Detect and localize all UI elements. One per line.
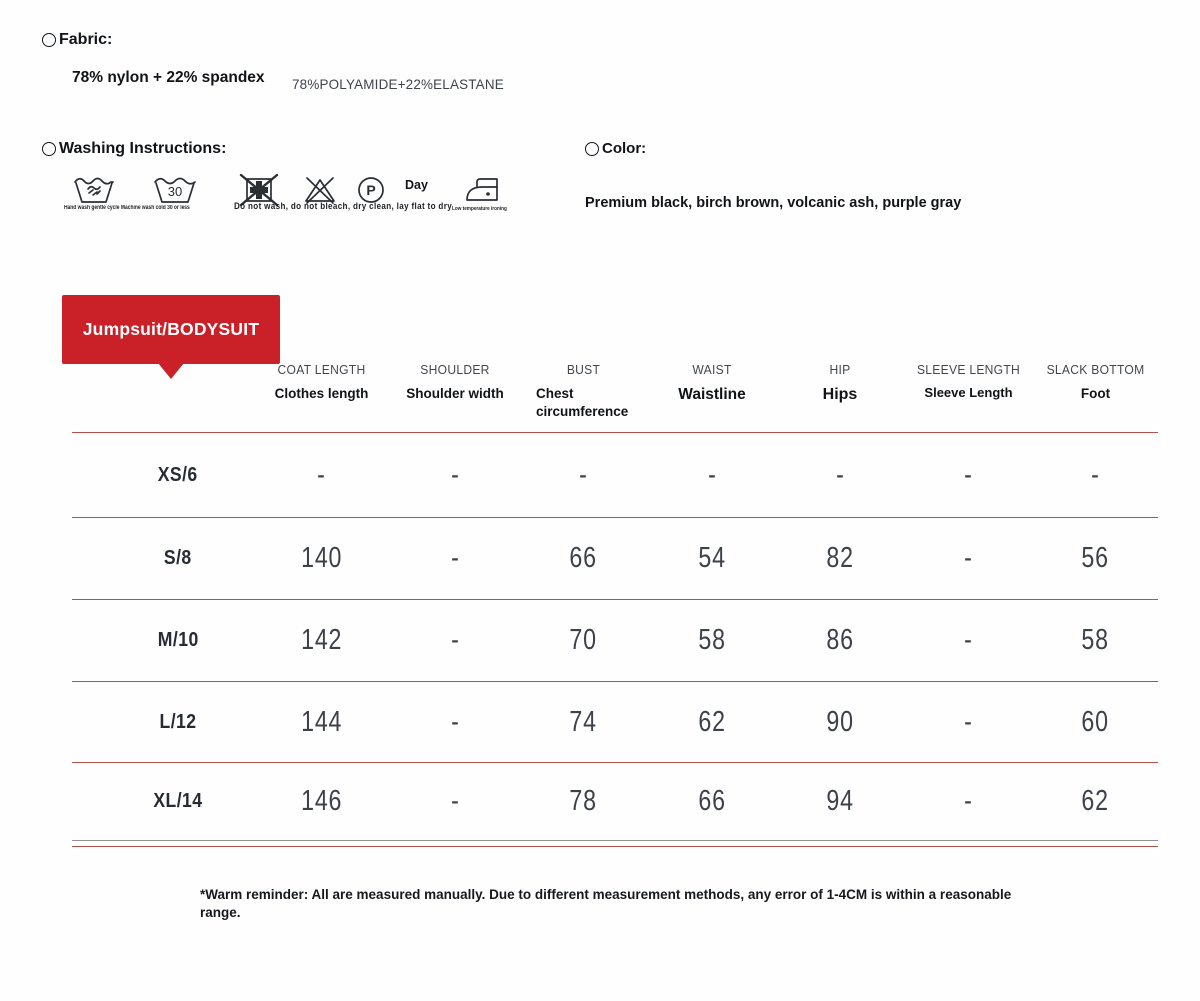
- size-value: 144: [300, 705, 343, 738]
- size-value: -: [964, 458, 973, 491]
- size-value: -: [835, 458, 845, 491]
- fabric-title: Fabric:: [59, 31, 113, 48]
- size-value: 86: [826, 624, 854, 656]
- column-caps: BUST: [566, 362, 601, 377]
- table-row: [72, 763, 1158, 841]
- column-caps: SLACK BOTTOM: [1046, 362, 1145, 377]
- table-row: [72, 518, 1158, 600]
- caption-handwash: Hand wash gentle cycle Machine wash cold 30 or less: [64, 205, 190, 211]
- size-value: 94: [826, 785, 854, 817]
- dry-clean-p-icon: [357, 176, 385, 204]
- column-caps: COAT LENGTH: [277, 362, 366, 377]
- table-row: [72, 600, 1158, 682]
- size-label: M/10: [157, 629, 199, 651]
- size-value: 58: [698, 624, 726, 656]
- caption-iron: Low temperature ironing: [452, 206, 507, 212]
- column-label: Chest circumference: [536, 386, 629, 419]
- table-body: [72, 433, 1158, 841]
- size-value: 140: [300, 542, 343, 574]
- size-value: -: [450, 458, 460, 491]
- column-header-hip: [776, 352, 904, 432]
- column-header-coat-length: [252, 352, 391, 432]
- size-value: 78: [569, 785, 598, 817]
- column-caps: HIP: [829, 362, 851, 377]
- size-value: -: [964, 705, 973, 738]
- caption-care-summary: Do not wash, do not bleach, dry clean, lay flat to dry: [234, 201, 453, 212]
- size-value: 82: [826, 542, 854, 574]
- column-label: Waistline: [678, 386, 746, 403]
- size-value: 66: [569, 542, 598, 574]
- size-value: 70: [569, 624, 598, 656]
- size-value: -: [1091, 458, 1100, 491]
- size-value: 146: [300, 785, 343, 817]
- color-value: Premium black, birch brown, volcanic ash, purple gray: [585, 195, 962, 211]
- column-caps: SLEEVE LENGTH: [916, 362, 1021, 377]
- category-banner-label: Jumpsuit/BODYSUIT: [82, 319, 260, 339]
- size-value: 62: [1081, 785, 1110, 817]
- size-value: -: [964, 785, 973, 817]
- header-empty-cell: [72, 352, 252, 432]
- size-value: 66: [698, 785, 726, 817]
- column-label: Sleeve Length: [924, 385, 1013, 400]
- size-value: -: [707, 458, 717, 491]
- size-value: 56: [1081, 542, 1110, 574]
- circle-bullet-icon: [42, 33, 56, 47]
- hand-wash-icon: [72, 172, 116, 205]
- fabric-composition-primary: 78% nylon + 22% spandex: [72, 69, 265, 86]
- dry-clean-letter: P: [366, 182, 376, 198]
- size-value: -: [317, 458, 326, 491]
- size-value: 90: [826, 705, 854, 738]
- day-label: Day: [405, 178, 428, 192]
- washing-title: Washing Instructions:: [59, 140, 227, 157]
- machine-wash-30-icon: [152, 172, 198, 205]
- size-value: -: [964, 624, 973, 656]
- circle-bullet-icon: [585, 142, 599, 156]
- size-value: -: [450, 542, 460, 574]
- machine-wash-temp: 30: [167, 184, 183, 199]
- size-value: 74: [569, 705, 598, 738]
- column-caps: WAIST: [692, 362, 732, 377]
- table-bottom-line: [72, 846, 1158, 847]
- column-label: Foot: [1080, 386, 1111, 401]
- size-value: 62: [698, 705, 726, 738]
- column-label: Shoulder width: [406, 386, 504, 401]
- column-header-slack-bottom: [1033, 352, 1158, 432]
- column-header-sleeve-length: [904, 352, 1033, 432]
- size-label: XS/6: [158, 463, 198, 486]
- size-value: 58: [1081, 624, 1110, 656]
- circle-bullet-icon: [42, 142, 56, 156]
- table-header-row: [72, 352, 1158, 433]
- column-label: Clothes length: [274, 386, 369, 401]
- size-value: -: [579, 458, 588, 491]
- table-row: [72, 682, 1158, 763]
- footer-note: *Warm reminder: All are measured manually. Due to different measurement methods, any error of 1-4CM is within a reasonable range.: [200, 887, 1012, 920]
- column-header-shoulder: [391, 352, 519, 432]
- fabric-composition-secondary: 78%POLYAMIDE+22%ELASTANE: [292, 76, 504, 92]
- column-header-waist: [648, 352, 776, 432]
- size-table: [72, 352, 1158, 841]
- size-value: 60: [1081, 705, 1110, 738]
- column-header-bust: [519, 352, 648, 432]
- size-label: L/12: [159, 710, 197, 733]
- size-value: 142: [300, 624, 343, 656]
- size-value: -: [450, 785, 460, 817]
- low-temp-iron-icon: [463, 175, 501, 205]
- washing-heading: [42, 140, 226, 158]
- column-label: Hips: [822, 386, 858, 403]
- color-title: Color:: [602, 140, 647, 157]
- table-row: [72, 433, 1158, 518]
- size-label: S/8: [164, 547, 192, 569]
- size-value: 54: [698, 542, 726, 574]
- color-heading: [585, 140, 646, 157]
- size-label: XL/14: [153, 790, 203, 812]
- fabric-heading: [42, 31, 112, 49]
- column-caps: SHOULDER: [420, 362, 490, 377]
- size-value: -: [450, 624, 460, 656]
- size-value: -: [964, 542, 973, 574]
- size-value: -: [450, 705, 460, 738]
